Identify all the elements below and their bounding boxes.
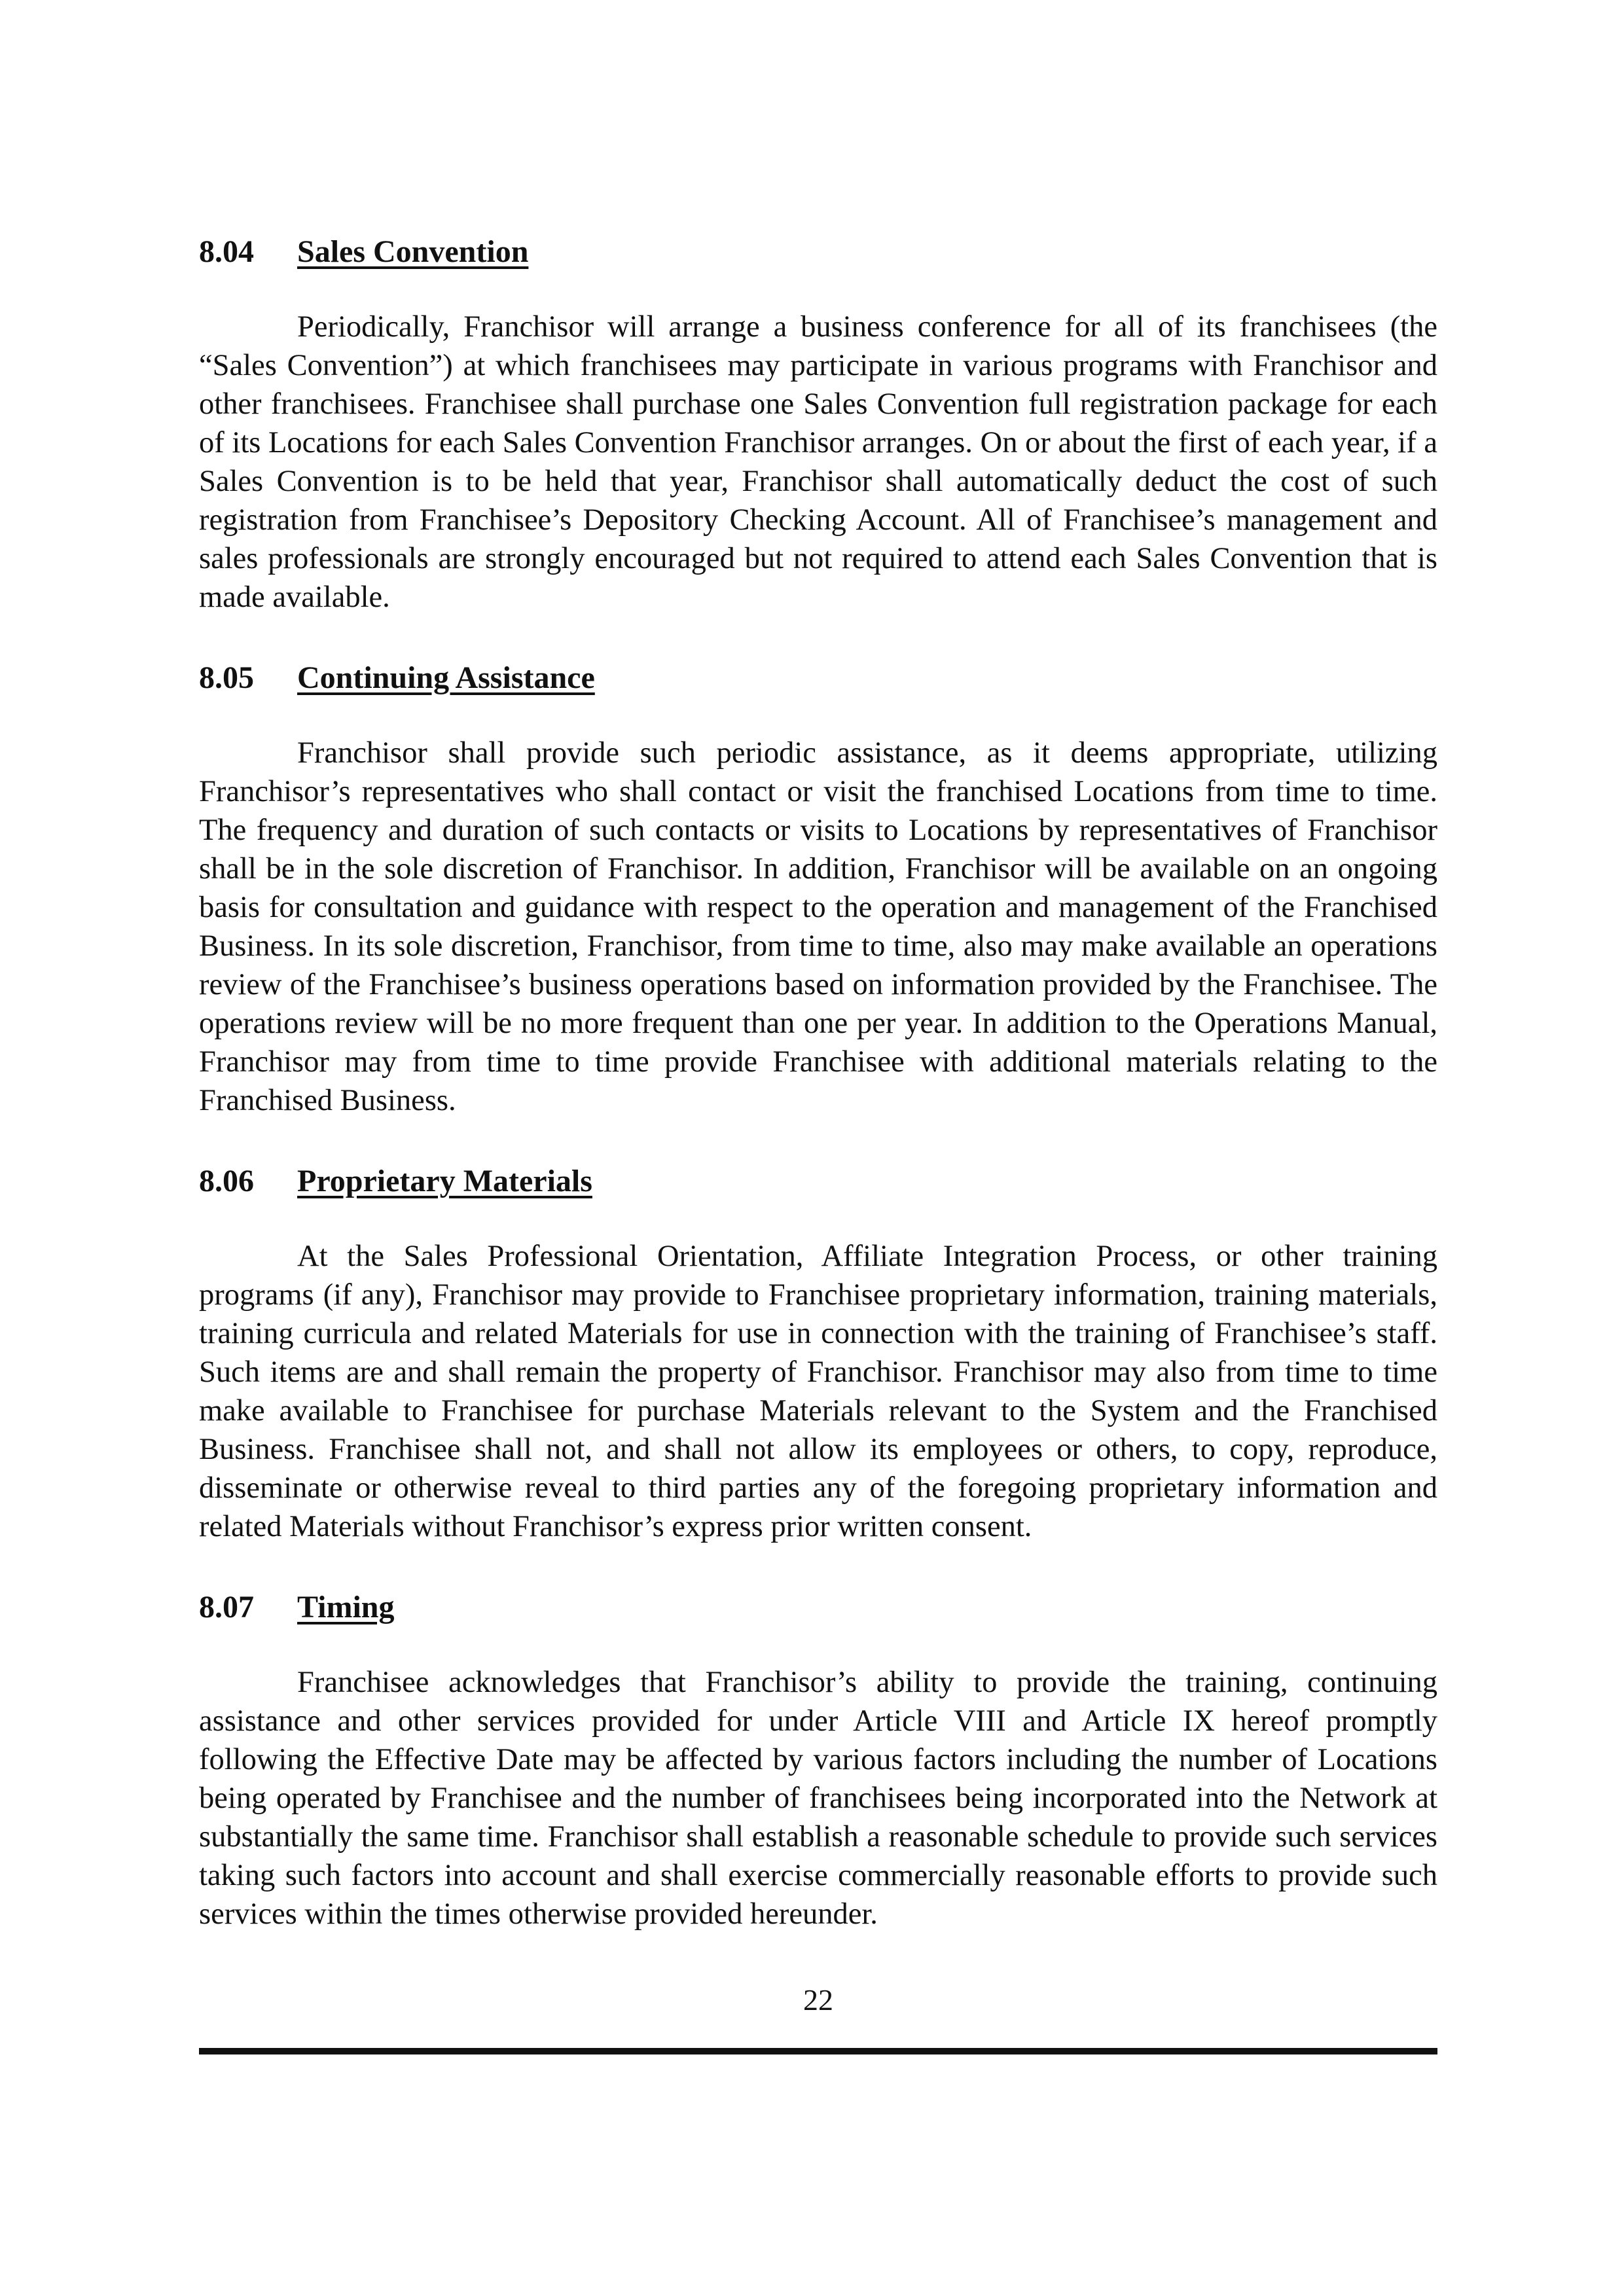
section-number: 8.05: [199, 660, 254, 695]
section-paragraph: Franchisee acknowledges that Franchisor’s ability to provide the training, continuing assistance and other services provided for under Article VIII and Article IX hereof promptly following the Effective Date may be affected by various factors including the number of Locations being operated by Franchisee and the number of franchisees being incorporated into the Network at substantially the same time. Franchisor shall establish a reasonable schedule to provide such services taking such factors into account and shall exercise commercially reasonable efforts to provide such services within the times otherwise provided hereunder.: [199, 1666, 1437, 1931]
section-paragraph: Periodically, Franchisor will arrange a business conference for all of its franchisees (the “Sales Convention”) at which franchisees may participate in various programs with Franchisor and other franchisees. Franchisee shall purchase one Sales Convention full registration package for each of its Locations for each Sales Convention Franchisor arranges. On or about the first of each year, if a Sales Convention is to be held that year, Franchisor shall automatically deduct the cost of such registration from Franchisee’s Depository Checking Account. All of Franchisee’s management and sales professionals are strongly encouraged but not required to attend each Sales Convention that is made available.: [199, 310, 1437, 614]
section-title: Timing: [297, 1590, 395, 1624]
section-title: Proprietary Materials: [297, 1164, 592, 1198]
page-footer: [199, 1982, 1437, 2054]
section-continuing-assistance: [199, 658, 1437, 1120]
section-paragraph: Franchisor shall provide such periodic assistance, as it deems appropriate, utilizing Franchisor’s representatives who shall contact or visit the franchised Locations from time to time. The frequency and duration of such contacts or visits to Locations by representatives of Franchisor shall be in the sole discretion of Franchisor. In addition, Franchisor will be available on an ongoing basis for consultation and guidance with respect to the operation and management of the Franchised Business. In its sole discretion, Franchisor, from time to time, also may make available an operations review of the Franchisee’s business operations based on information provided by the Franchisee. The operations review will be no more frequent than one per year. In addition to the Operations Manual, Franchisor may from time to time provide Franchisee with additional materials relating to the Franchised Business.: [199, 736, 1437, 1117]
document-body: [199, 232, 1437, 1975]
section-number: 8.06: [199, 1164, 254, 1198]
footer-rule: [199, 2048, 1437, 2054]
section-timing: [199, 1588, 1437, 1933]
section-sales-convention: [199, 232, 1437, 617]
section-number: 8.04: [199, 234, 254, 269]
page-number: 22: [803, 1983, 833, 2017]
section-paragraph: At the Sales Professional Orientation, Affiliate Integration Process, or other training programs (if any), Franchisor may provide to Franchisee proprietary information, training materials, training curricula and related Materials for use in connection with the training of Franchisee’s staff. Such items are and shall remain the property of Franchisor. Franchisor may also from time to time make available to Franchisee for purchase Materials relevant to the System and the Franchised Business. Franchisee shall not, and shall not allow its employees or others, to copy, reproduce, disseminate or otherwise reveal to third parties any of the foregoing proprietary information and related Materials without Franchisor’s express prior written consent.: [199, 1240, 1437, 1543]
section-title: Continuing Assistance: [297, 660, 595, 695]
section-heading: [199, 232, 1437, 272]
section-heading: [199, 658, 1437, 698]
section-title: Sales Convention: [297, 234, 529, 269]
section-heading: [199, 1162, 1437, 1201]
section-proprietary-materials: [199, 1162, 1437, 1546]
section-heading: [199, 1588, 1437, 1627]
section-number: 8.07: [199, 1590, 254, 1624]
